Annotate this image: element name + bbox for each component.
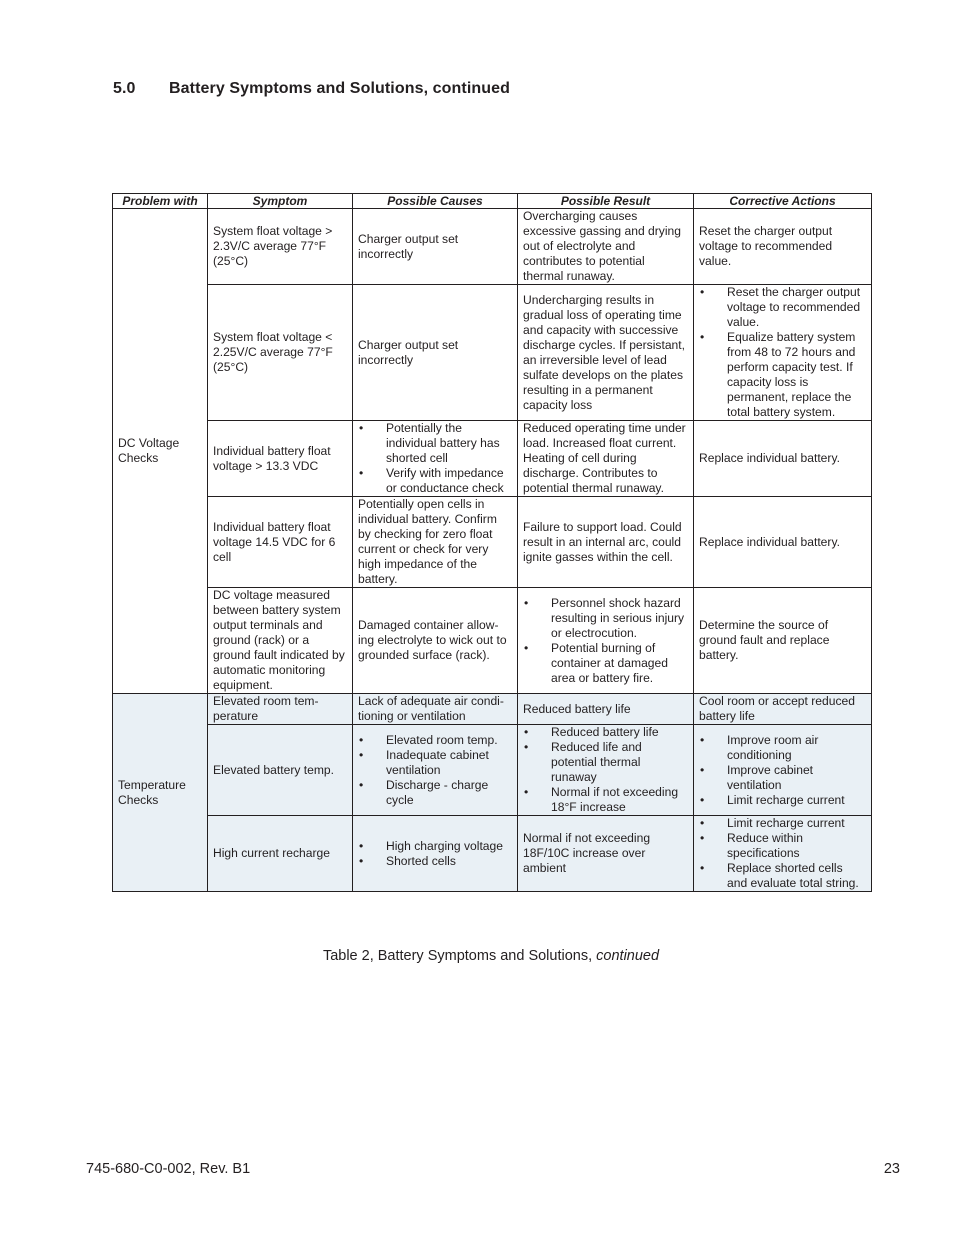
list-item: • Reduced life and potential thermal runaway <box>523 740 688 785</box>
result-cell: Reduced battery life <box>518 694 694 725</box>
causes-cell: Damaged container allow-ing electrolyte to wick out to grounded surface (rack). <box>353 588 518 694</box>
actions-list <box>699 285 866 420</box>
list-item: • Improve room air conditioning <box>699 733 866 763</box>
caption-emphasis: continued <box>596 948 660 964</box>
symptom-cell: DC voltage measured between battery system output terminals and ground (rack) or a ground fault indicated by automatic monitoring equipment. <box>208 588 353 694</box>
table-row <box>113 694 872 725</box>
result-cell: Overcharging causes excessive gassing and drying out of electrolyte and contributes to potential thermal runaway. <box>518 209 694 285</box>
causes-cell <box>353 725 518 816</box>
problem-cell: Temperature Checks <box>113 694 208 892</box>
table-row <box>113 285 872 421</box>
actions-cell: Reset the charger output voltage to recommended value. <box>694 209 872 285</box>
result-cell: Normal if not exceeding 18F/10C increase over ambient <box>518 816 694 892</box>
header-possible-result: Possible Result <box>518 194 694 209</box>
symptom-cell: Elevated battery temp. <box>208 725 353 816</box>
table-caption <box>0 948 954 964</box>
symptom-cell: High current recharge <box>208 816 353 892</box>
header-problem-with: Problem with <box>113 194 208 209</box>
result-cell: Undercharging results in gradual loss of operating time and capacity with successive discharge cycles. If persistant, an irreversible level of lead sulfate develops on the plates resulting in a permanent capacity loss <box>518 285 694 421</box>
actions-cell: Determine the source of ground fault and replace battery. <box>694 588 872 694</box>
result-cell: Reduced operating time under load. Increased float current. Heating of cell during discharge. Contributes to potential thermal runaway. <box>518 421 694 497</box>
list-item: • High charging voltage <box>358 839 512 854</box>
table-row <box>113 588 872 694</box>
causes-cell: Charger output set incorrectly <box>353 209 518 285</box>
header-possible-causes: Possible Causes <box>353 194 518 209</box>
causes-list <box>358 421 512 496</box>
list-item: • Reduced battery life <box>523 725 688 740</box>
actions-cell <box>694 816 872 892</box>
table-row <box>113 209 872 285</box>
section-number: 5.0 <box>113 80 136 97</box>
temperature-group <box>113 694 872 892</box>
causes-cell <box>353 816 518 892</box>
symptom-cell: System float voltage > 2.3V/C average 77°F (25°C) <box>208 209 353 285</box>
document-number: 745-680-C0-002, Rev. B1 <box>86 1161 251 1177</box>
result-cell <box>518 588 694 694</box>
list-item: • Equalize battery system from 48 to 72 hours and perform capacity test. If capacity loss is permanent, replace the total battery system. <box>699 330 866 420</box>
symptom-cell: Elevated room tem-perature <box>208 694 353 725</box>
symptom-cell: Individual battery float voltage 14.5 VDC for 6 cell <box>208 497 353 588</box>
problem-cell: DC Voltage Checks <box>113 209 208 694</box>
list-item: • Potential burning of container at damaged area or battery fire. <box>523 641 688 686</box>
header-symptom: Symptom <box>208 194 353 209</box>
causes-list <box>358 839 512 869</box>
table-row <box>113 497 872 588</box>
list-item: • Normal if not exceeding 18°F increase <box>523 785 688 815</box>
list-item: • Elevated room temp. <box>358 733 512 748</box>
causes-cell: Charger output set incorrectly <box>353 285 518 421</box>
section-title: Battery Symptoms and Solutions, continued <box>169 80 511 97</box>
caption-text: Table 2, Battery Symptoms and Solutions, <box>322 948 597 964</box>
list-item: • Potentially the individual battery has shorted cell <box>358 421 512 466</box>
header-corrective-actions: Corrective Actions <box>694 194 872 209</box>
causes-list <box>358 733 512 808</box>
list-item: • Reduce within specifications <box>699 831 866 861</box>
result-list <box>523 596 688 686</box>
result-list <box>523 725 688 815</box>
result-cell <box>518 725 694 816</box>
list-item: • Inadequate cabinet ventilation <box>358 748 512 778</box>
table-row <box>113 421 872 497</box>
actions-cell: Replace individual battery. <box>694 421 872 497</box>
causes-cell: Potentially open cells in individual battery. Confirm by checking for zero float current or check for very high impedance of the battery. <box>353 497 518 588</box>
causes-cell: Lack of adequate air condi-tioning or ventilation <box>353 694 518 725</box>
actions-cell: Cool room or accept reduced battery life <box>694 694 872 725</box>
dc-voltage-group <box>113 209 872 694</box>
list-item: • Discharge - charge cycle <box>358 778 512 808</box>
table-row <box>113 816 872 892</box>
actions-list <box>699 733 866 808</box>
section-heading <box>113 80 510 98</box>
battery-symptoms-table <box>112 193 872 892</box>
symptom-cell: Individual battery float voltage > 13.3 VDC <box>208 421 353 497</box>
table-row <box>113 725 872 816</box>
list-item: • Reset the charger output voltage to recommended value. <box>699 285 866 330</box>
page-number: 23 <box>883 1161 900 1177</box>
symptom-cell: System float voltage < 2.25V/C average 77°F (25°C) <box>208 285 353 421</box>
table-header-row <box>113 194 872 209</box>
list-item: • Limit recharge current <box>699 816 866 831</box>
list-item: • Verify with impedance or conductance check <box>358 466 512 496</box>
list-item: • Shorted cells <box>358 854 512 869</box>
list-item: • Replace shorted cells and evaluate total string. <box>699 861 866 891</box>
actions-cell: Replace individual battery. <box>694 497 872 588</box>
list-item: • Improve cabinet ventilation <box>699 763 866 793</box>
list-item: • Limit recharge current <box>699 793 866 808</box>
actions-list <box>699 816 866 891</box>
actions-cell <box>694 285 872 421</box>
result-cell: Failure to support load. Could result in an internal arc, could ignite gasses within the cell. <box>518 497 694 588</box>
actions-cell <box>694 725 872 816</box>
causes-cell <box>353 421 518 497</box>
list-item: • Personnel shock hazard resulting in serious injury or electrocution. <box>523 596 688 641</box>
